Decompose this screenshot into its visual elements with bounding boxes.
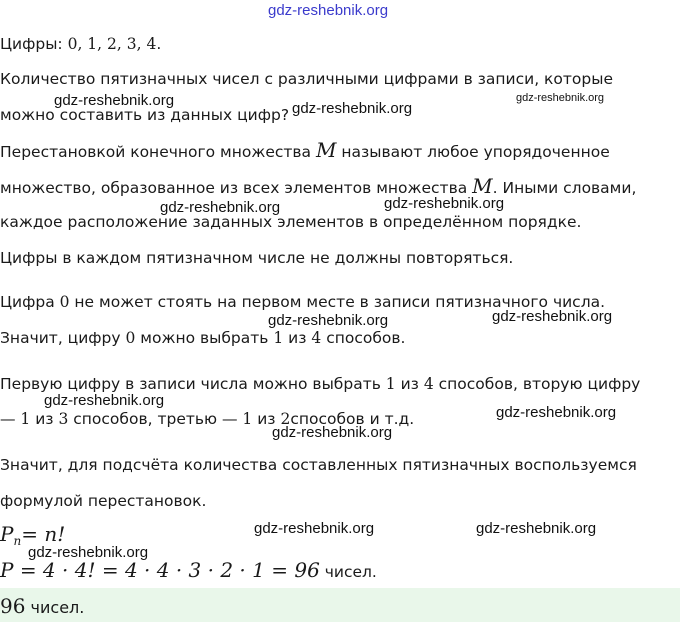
text: способов и т.д. — [290, 410, 415, 428]
conclusion-line-1: Значит, для подсчёта количества составленных пятизначных воспользуемся — [0, 456, 637, 474]
watermark: gdz-reshebnik.org — [28, 544, 149, 561]
text: способов, вторую цифру — [433, 375, 641, 393]
text: Цифры: — [0, 35, 68, 53]
math: 0 — [125, 329, 136, 347]
text: из — [283, 329, 312, 347]
first-digit-line — [0, 374, 640, 394]
rule-line: Цифры в каждом пятизначном числе не должны повторяться. — [0, 249, 514, 267]
text: Значит, цифру — [0, 329, 126, 347]
text: Первую цифру в записи числа можно выбрать — [0, 375, 386, 393]
watermark: gdz-reshebnik.org — [272, 424, 393, 441]
text: . Иными словами, — [492, 179, 637, 197]
math: P = 4 · 4! = 4 · 4 · 3 · 2 · 1 = 96 — [0, 558, 320, 582]
text: из — [252, 410, 281, 428]
text: называют любое упорядоченное — [336, 143, 610, 161]
watermark: gdz-reshebnik.org — [254, 520, 375, 537]
math: M — [315, 138, 337, 162]
question-line-1: Количество пятизначных чисел с различными цифрами в записи, которые — [0, 70, 614, 88]
text: из — [30, 410, 59, 428]
definition-line-1 — [0, 140, 610, 162]
math: 4 — [423, 375, 434, 393]
math: 3 — [58, 410, 69, 428]
watermark: gdz-reshebnik.org — [492, 308, 613, 325]
watermark: gdz-reshebnik.org — [160, 199, 281, 216]
question-line-2: можно составить из данных цифр? — [0, 106, 290, 124]
text: не может стоять на первом месте в записи пятизначного числа. — [69, 293, 606, 311]
math: 0 — [59, 293, 70, 311]
watermark: gdz-reshebnik.org — [268, 2, 389, 19]
math: n — [13, 534, 22, 549]
math: — 1 — [222, 410, 253, 428]
math: 1 — [385, 375, 396, 393]
text: Перестановкой конечного множества — [0, 143, 316, 161]
text: способов, третью — [68, 410, 222, 428]
watermark: gdz-reshebnik.org — [384, 195, 505, 212]
definition-line-2 — [0, 176, 636, 198]
definition-line-3: каждое расположение заданных элементов в определённом порядке. — [0, 213, 582, 231]
math: 4 — [311, 329, 322, 347]
watermark: gdz-reshebnik.org — [54, 92, 175, 109]
text: множество, образованное из всех элементов множества — [0, 179, 473, 197]
math: — 1 — [0, 410, 31, 428]
math: M — [472, 174, 493, 198]
answer-box — [0, 588, 680, 622]
watermark: gdz-reshebnik.org — [292, 100, 413, 117]
watermark: gdz-reshebnik.org — [44, 392, 165, 409]
math: 1 — [273, 329, 284, 347]
text: чисел. — [319, 563, 377, 581]
watermark: gdz-reshebnik.org — [476, 520, 597, 537]
conclusion-line-2: формулой перестановок. — [0, 492, 207, 510]
math: 0, 1, 2, 3, 4 — [67, 35, 157, 53]
calculation-formula — [0, 560, 377, 582]
math: = n! — [21, 522, 66, 546]
text: из — [395, 375, 424, 393]
text: можно выбрать — [135, 329, 274, 347]
math: 2 — [280, 410, 291, 428]
zero-choice-line — [0, 328, 405, 348]
watermark: gdz-reshebnik.org — [268, 312, 389, 329]
answer-text — [0, 594, 84, 618]
watermark: gdz-reshebnik.org — [516, 92, 605, 104]
text: чисел. — [25, 598, 85, 617]
math: P — [0, 522, 14, 546]
math: 96 — [0, 594, 26, 618]
watermark: gdz-reshebnik.org — [496, 404, 617, 421]
digits-line — [0, 34, 161, 54]
text: способов. — [321, 329, 406, 347]
text: Цифра — [0, 293, 60, 311]
text: . — [156, 35, 162, 53]
